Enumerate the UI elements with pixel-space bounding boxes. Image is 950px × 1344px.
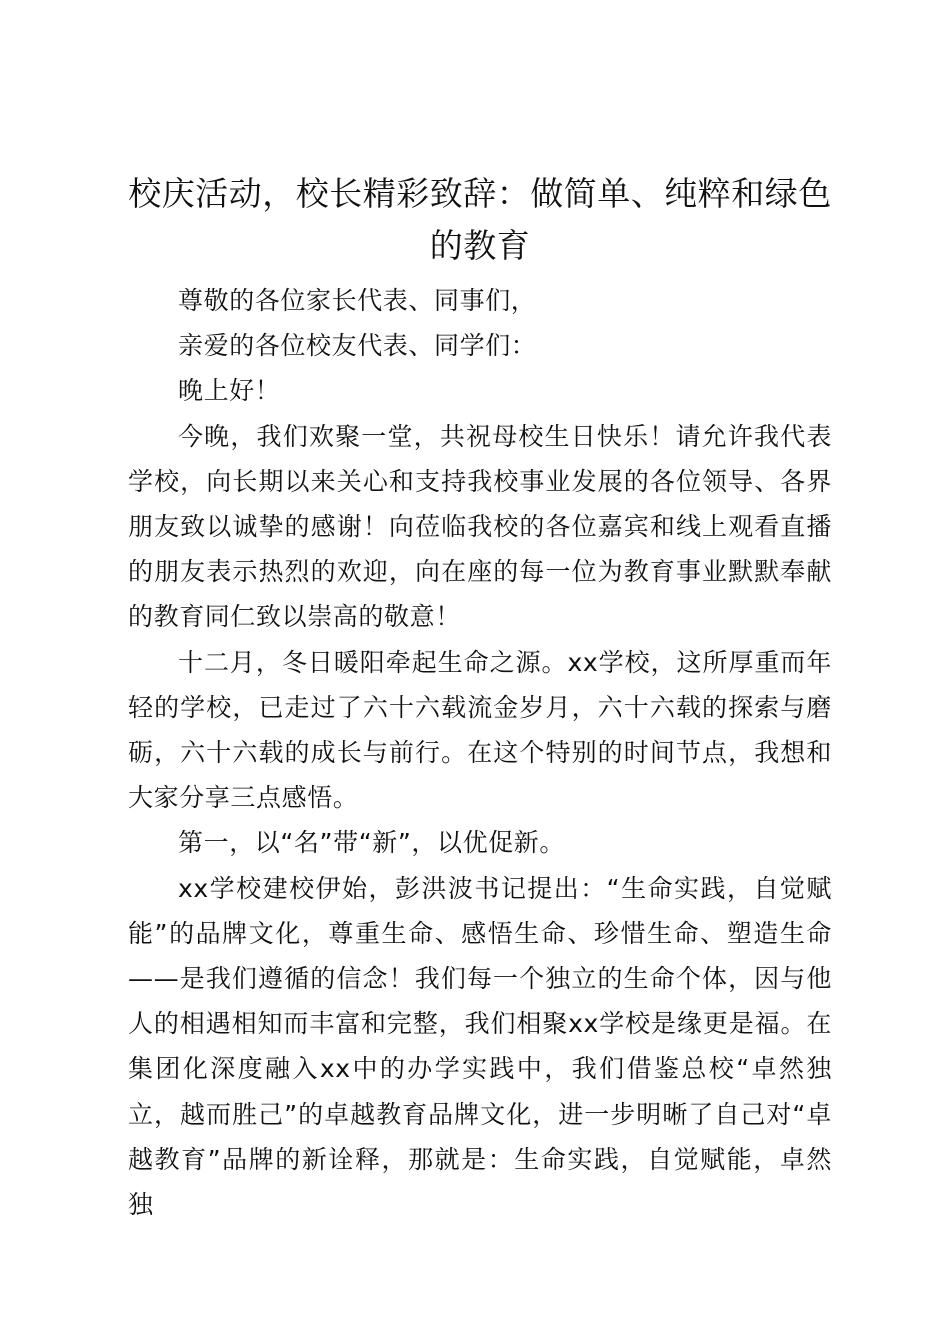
salutation-parents: 尊敬的各位家长代表、同事们， xyxy=(178,286,537,315)
body-paragraph-brand: xx学校建校伊始，彭洪波书记提出：“生命实践，自觉赋能”的品牌文化，尊重生命、感悟生命、珍惜生命、塑造生命——是我们遵循的信念！我们每一个独立的生命个体，因与他人的相遇相知而丰富和完整，我们相聚xx学校是缘更是福。在集团化深度融入xx中的办学实践中，我们借鉴总校“卓然独立，越而胜己”的卓越教育品牌文化，进一步明晰了自己对“卓越教育”品牌的新诠释，那就是：生命实践，自觉赋能，卓然独 xyxy=(128,873,832,1220)
document-page xyxy=(128,168,832,1227)
document-title: 校庆活动，校长精彩致辞：做简单、纯粹和绿色的教育 xyxy=(128,174,832,265)
section-heading-first: 第一，以“名”带“新”，以优促新。 xyxy=(178,828,566,858)
body-paragraph-anniversary: 十二月，冬日暖阳牵起生命之源。xx学校，这所厚重而年轻的学校，已走过了六十六载流金岁月，六十六载的探索与磨砺，六十六载的成长与前行。在这个特别的时间节点，我想和大家分享三点感悟。 xyxy=(128,647,832,813)
salutation-alumni: 亲爱的各位校友代表、同学们： xyxy=(178,331,537,361)
greeting: 晚上好！ xyxy=(178,376,281,406)
body-paragraph-welcome: 今晚，我们欢聚一堂，共祝母校生日快乐！请允许我代表学校，向长期以来关心和支持我校事业发展的各位领导、各界朋友致以诚挚的感谢！向莅临我校的各位嘉宾和线上观看直播的朋友表示热烈的欢迎，向在座的每一位为教育事业默默奉献的教育同仁致以崇高的敬意！ xyxy=(128,421,832,632)
